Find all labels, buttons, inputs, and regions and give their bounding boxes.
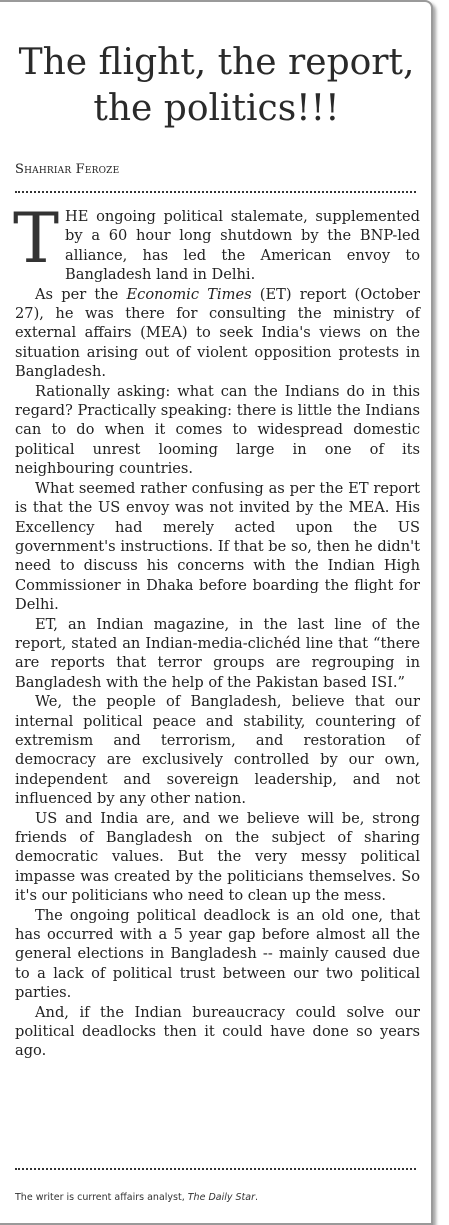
headline: The flight, the report, the politics!!! xyxy=(18,42,415,129)
publication-name: Economic Times xyxy=(126,285,252,303)
author-note-suffix: . xyxy=(254,1192,259,1203)
paragraph-1 xyxy=(13,199,420,285)
paragraph-9: And, if the Indian bureaucracy could solve our political deadlocks then it could have done so years ago. xyxy=(15,1003,420,1060)
paragraph-7: US and India are, and we believe will be, strong friends of Bangladesh on the subject of sharing democratic values. But the very messy political impasse was created by the politicians themselves. So it's our politicians who need to clean up the mess. xyxy=(15,809,420,905)
byline: Shahriar Feroze xyxy=(15,162,120,177)
article-body xyxy=(13,199,420,1061)
author-note-publication: The Daily Star xyxy=(187,1192,255,1203)
drop-cap: T xyxy=(13,199,60,279)
author-note-prefix: The writer is current affairs analyst, xyxy=(15,1192,188,1203)
dotted-divider-bottom xyxy=(15,1168,416,1170)
paragraph-8: The ongoing political deadlock is an old one, that has occurred with a 5 year gap before almost all the general elections in Bangladesh -- mainly caused due to a lack of political trust between our two political parties. xyxy=(15,906,420,1002)
author-note xyxy=(15,1192,258,1203)
paragraph-2-before: As per the xyxy=(35,285,127,303)
paragraph-1-text: HE ongoing political stalemate, supplemented by a 60 hour long shutdown by the BNP-led alliance, has led the American envoy to Bangladesh land in Delhi. xyxy=(65,208,420,284)
paragraph-2-after: (ET) report (October 27), he was there for consulting the ministry of external affairs (MEA) to seek India's views on the situation arising out of violent opposition protests in Bangladesh. xyxy=(15,285,420,381)
dotted-divider-top xyxy=(15,191,416,193)
paragraph-2 xyxy=(15,285,420,382)
paragraph-3: Rationally asking: what can the Indians do in this regard? Practically speaking: there is little the Indians can to do when it comes to widespread domestic political unrest looming large in one of its neighbouring countries. xyxy=(15,382,420,478)
paragraph-6: We, the people of Bangladesh, believe that our internal political peace and stability, countering of extremism and terrorism, and restoration of democracy are exclusively controlled by our own, independent and sovereign leadership, and not influenced by any other nation. xyxy=(15,693,420,808)
paragraph-5: ET, an Indian magazine, in the last line of the report, stated an Indian-media-clichéd line that “there are reports that terror groups are regrouping in Bangladesh with the help of the Pakistan based ISI.” xyxy=(15,615,420,691)
paragraph-4: What seemed rather confusing as per the ET report is that the US envoy was not invited by the MEA. His Excellency had merely acted upon the US government's instructions. If that be so, then he didn't need to discuss his concerns with the Indian High Commissioner in Dhaka before boarding the flight for Delhi. xyxy=(15,479,420,614)
